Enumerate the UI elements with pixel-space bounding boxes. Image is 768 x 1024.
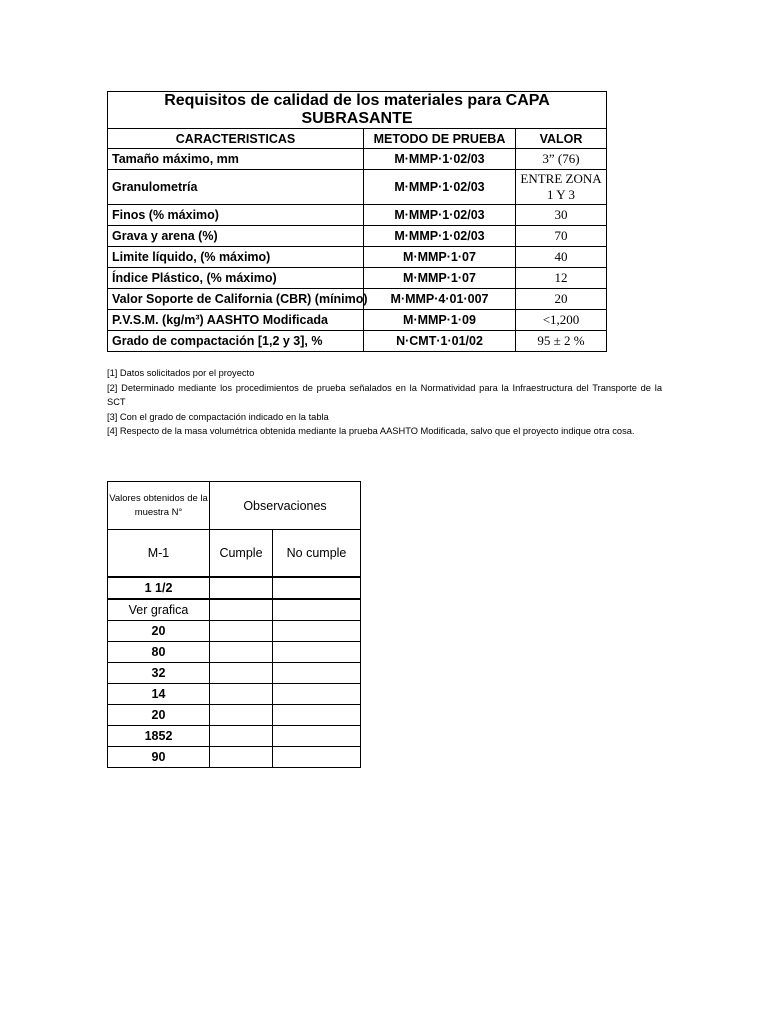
- caracteristica-cell: Grado de compactación [1,2 y 3], %: [108, 331, 364, 352]
- caracteristica-cell: Limite líquido, (% máximo): [108, 247, 364, 268]
- metodo-cell: N·CMT·1·01/02: [364, 331, 516, 352]
- cumple-cell: [210, 599, 273, 621]
- table-row: [108, 331, 607, 352]
- valor-cell: 12: [516, 268, 607, 289]
- footnote: [3] Con el grado de compactación indicado en la tabla: [107, 411, 329, 422]
- observations-header-row: [108, 482, 361, 530]
- cumple-cell: [210, 747, 273, 768]
- table-title: Requisitos de calidad de los materiales para CAPA SUBRASANTE: [108, 92, 607, 129]
- caracteristica-cell: Grava y arena (%): [108, 226, 364, 247]
- footnote: [2] Determinado mediante los procedimientos de prueba señalados en la Normatividad para la Infraestructura del Transporte de la SCT: [107, 382, 662, 407]
- caracteristica-cell: Índice Plástico, (% máximo): [108, 268, 364, 289]
- header-caracteristicas: CARACTERISTICAS: [108, 129, 364, 149]
- no-cumple-cell: [273, 642, 361, 663]
- sample-value: 20: [108, 621, 210, 642]
- valor-cell: ENTRE ZONA 1 Y 3: [516, 170, 607, 205]
- valor-cell: 30: [516, 205, 607, 226]
- valor-cell: <1,200: [516, 310, 607, 331]
- cumple-cell: [210, 577, 273, 599]
- no-cumple-cell: [273, 663, 361, 684]
- sample-value: Ver grafica: [108, 599, 210, 621]
- metodo-cell: M·MMP·1·02/03: [364, 170, 516, 205]
- no-cumple-cell: [273, 577, 361, 599]
- table-row: [108, 621, 361, 642]
- table-row: [108, 663, 361, 684]
- metodo-cell: M·MMP·1·02/03: [364, 149, 516, 170]
- header-cumple: Cumple: [210, 530, 273, 578]
- valor-cell: 70: [516, 226, 607, 247]
- metodo-cell: M·MMP·1·02/03: [364, 226, 516, 247]
- cumple-cell: [210, 663, 273, 684]
- table-row: [108, 247, 607, 268]
- caracteristica-cell: P.V.S.M. (kg/m³) AASHTO Modificada: [108, 310, 364, 331]
- table-row: [108, 747, 361, 768]
- table-row: [108, 684, 361, 705]
- caracteristica-cell: Tamaño máximo, mm: [108, 149, 364, 170]
- sample-value: 80: [108, 642, 210, 663]
- sample-id: M-1: [108, 530, 210, 578]
- table-row: [108, 642, 361, 663]
- table-row: [108, 149, 607, 170]
- cumple-cell: [210, 726, 273, 747]
- header-valores-obtenidos: Valores obtenidos de la muestra N°: [108, 482, 210, 530]
- table-row: [108, 226, 607, 247]
- no-cumple-cell: [273, 599, 361, 621]
- table-row: [108, 705, 361, 726]
- sample-value: 1 1/2: [108, 577, 210, 599]
- footnote: [1] Datos solicitados por el proyecto: [107, 368, 255, 378]
- table-row: [108, 268, 607, 289]
- caracteristica-cell: Finos (% máximo): [108, 205, 364, 226]
- table-row: [108, 599, 361, 621]
- header-no-cumple: No cumple: [273, 530, 361, 578]
- sample-value: 32: [108, 663, 210, 684]
- metodo-cell: M·MMP·1·09: [364, 310, 516, 331]
- cumple-cell: [210, 642, 273, 663]
- metodo-cell: M·MMP·1·07: [364, 268, 516, 289]
- no-cumple-cell: [273, 684, 361, 705]
- cumple-cell: [210, 705, 273, 726]
- quality-requirements-table: [107, 91, 607, 352]
- sample-value: 90: [108, 747, 210, 768]
- caracteristica-cell: Valor Soporte de California (CBR) (mínimo): [108, 289, 364, 310]
- table-row: [108, 310, 607, 331]
- no-cumple-cell: [273, 705, 361, 726]
- header-observaciones: Observaciones: [210, 482, 361, 530]
- header-valor: VALOR: [516, 129, 607, 149]
- sample-value: 14: [108, 684, 210, 705]
- table-row: [108, 205, 607, 226]
- header-metodo: METODO DE PRUEBA: [364, 129, 516, 149]
- table-row: [108, 726, 361, 747]
- table-row: [108, 577, 361, 599]
- no-cumple-cell: [273, 747, 361, 768]
- caracteristica-cell: Granulometría: [108, 170, 364, 205]
- footnote: [4] Respecto de la masa volumétrica obtenida mediante la prueba AASHTO Modificada, salvo que el proyecto indique otra cosa.: [107, 426, 635, 436]
- metodo-cell: M·MMP·1·07: [364, 247, 516, 268]
- sample-value: 20: [108, 705, 210, 726]
- observations-subheader-row: [108, 530, 361, 578]
- observations-table: [107, 481, 361, 768]
- valor-cell: 20: [516, 289, 607, 310]
- metodo-cell: M·MMP·4·01·007: [364, 289, 516, 310]
- table-header-row: [108, 129, 607, 149]
- valor-cell: 3” (76): [516, 149, 607, 170]
- footnotes: [107, 366, 662, 439]
- cumple-cell: [210, 621, 273, 642]
- no-cumple-cell: [273, 621, 361, 642]
- table-row: [108, 170, 607, 205]
- valor-cell: 95 ± 2 %: [516, 331, 607, 352]
- sample-value: 1852: [108, 726, 210, 747]
- cumple-cell: [210, 684, 273, 705]
- no-cumple-cell: [273, 726, 361, 747]
- metodo-cell: M·MMP·1·02/03: [364, 205, 516, 226]
- table-row: [108, 289, 607, 310]
- valor-cell: 40: [516, 247, 607, 268]
